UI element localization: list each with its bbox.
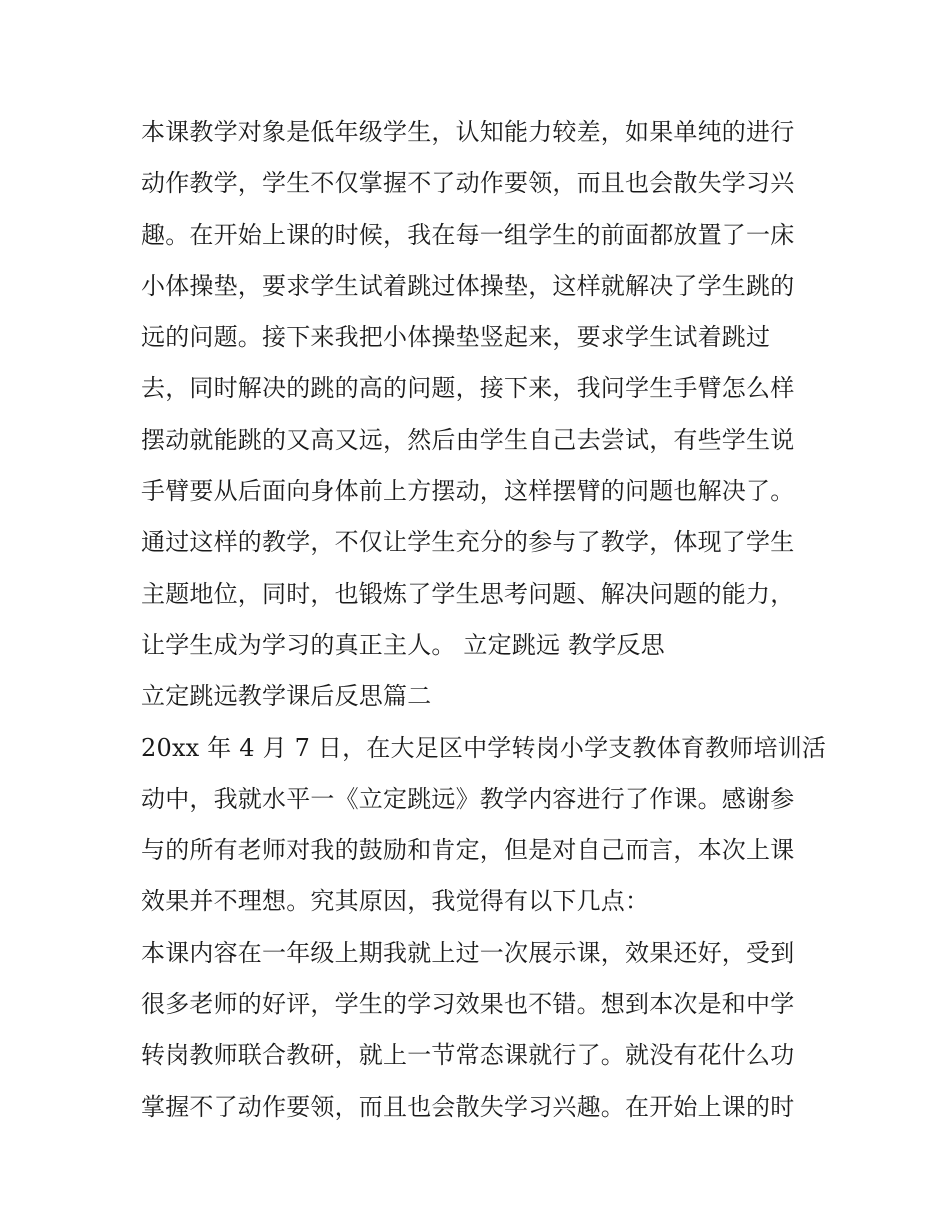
text-line: 小体操垫，要求学生试着跳过体操垫，这样就解决了学生跳的 <box>141 271 795 300</box>
text-line: 动作教学，学生不仅掌握不了动作要领，而且也会散失学习兴 <box>141 169 795 198</box>
text-line: 通过这样的教学，不仅让学生充分的参与了教学，体现了学生 <box>141 528 795 557</box>
text-line: 转岗教师联合教研，就上一节常态课就行了。就没有花什么功 <box>141 1041 795 1070</box>
text-line: 效果并不理想。究其原因，我觉得有以下几点： <box>141 887 650 916</box>
text-line: 摆动就能跳的又高又远，然后由学生自己去尝试，有些学生说 <box>141 425 795 454</box>
text-line: 动中，我就水平一《立定跳远》教学内容进行了作课。感谢参 <box>141 784 795 813</box>
text-line: 主题地位，同时，也锻炼了学生思考问题、解决问题的能力， <box>141 579 795 608</box>
text-line: 去，同时解决的跳的高的问题，接下来，我问学生手臂怎么样 <box>141 374 795 403</box>
text-line: 本课内容在一年级上期我就上过一次展示课，效果还好，受到 <box>141 938 795 967</box>
text-line: 与的所有老师对我的鼓励和肯定，但是对自己而言，本次上课 <box>141 836 795 865</box>
body-text <box>141 107 827 1133</box>
text-line: 让学生成为学习的真正主人。 立定跳远 教学反思 <box>141 630 665 659</box>
text-line: 20xx 年 4 月 7 日，在大足区中学转岗小学支教体育教师培训活 <box>141 733 827 762</box>
text-line: 手臂要从后面向身体前上方摆动，这样摆臂的问题也解决了。 <box>141 477 795 506</box>
text-line: 趣。在开始上课的时候，我在每一组学生的前面都放置了一床 <box>141 220 795 249</box>
text-line: 远的问题。接下来我把小体操垫竖起来，要求学生试着跳过 <box>141 323 771 352</box>
section-heading: 立定跳远教学课后反思篇二 <box>141 682 432 711</box>
text-line: 掌握不了动作要领，而且也会散失学习兴趣。在开始上课的时 <box>141 1092 795 1121</box>
text-line: 很多老师的好评，学生的学习效果也不错。想到本次是和中学 <box>141 990 795 1019</box>
text-line: 本课教学对象是低年级学生，认知能力较差，如果单纯的进行 <box>141 118 795 146</box>
